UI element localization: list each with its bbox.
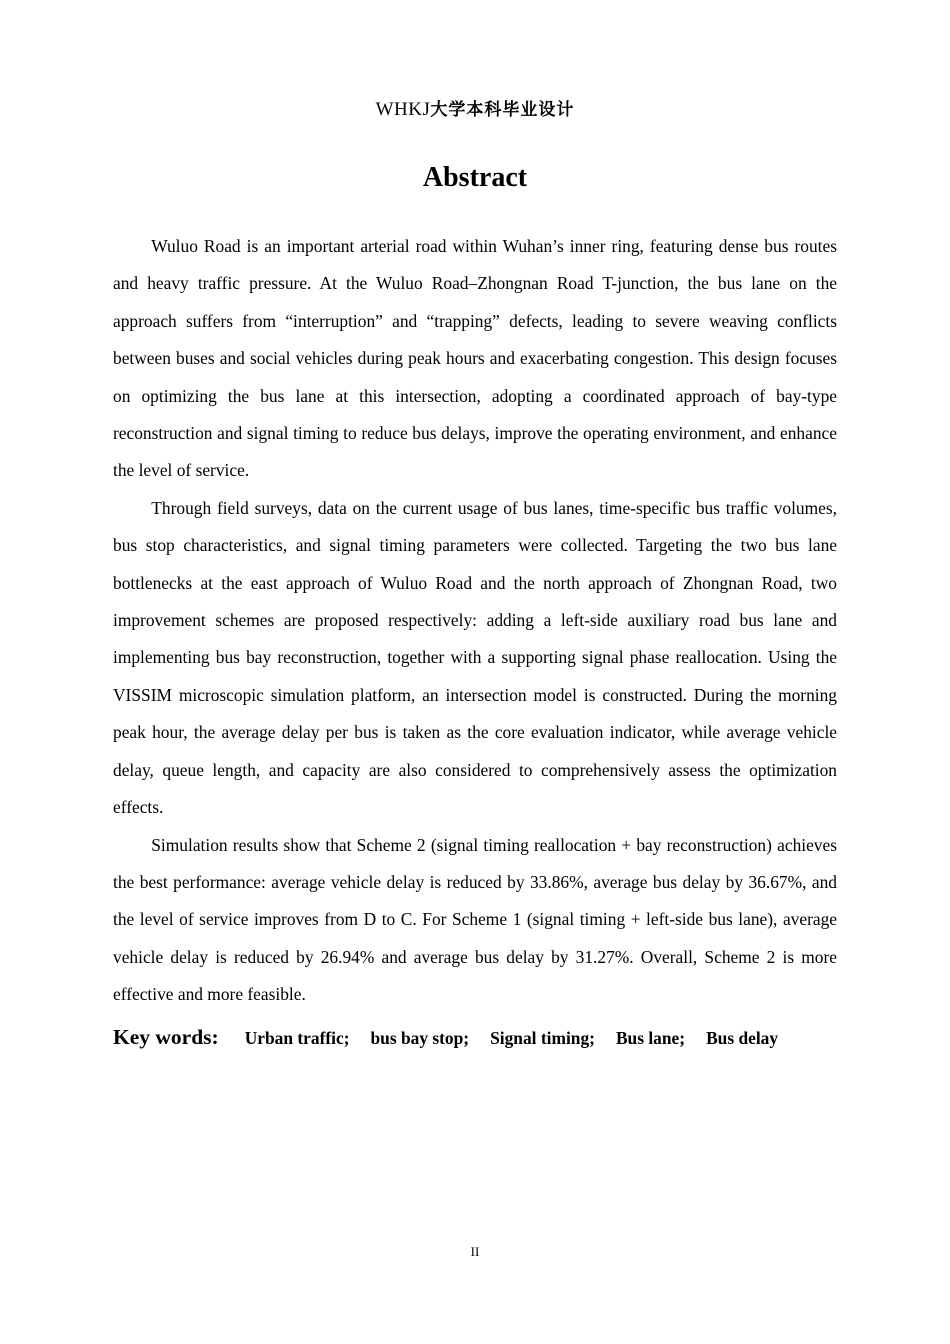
abstract-body [113,228,837,1014]
keywords-line [113,1019,837,1058]
keyword-item: Bus lane; [615,1028,686,1048]
keyword-item: Urban traffic; [244,1028,350,1048]
keywords-label: Key words: [113,1025,219,1049]
keyword-item: bus bay stop; [370,1028,470,1048]
page-number: II [470,1244,480,1259]
abstract-paragraph-3: Simulation results show that Scheme 2 (signal timing reallocation + bay reconstruction) achieves the best performance: average vehicle delay is reduced by 33.86%, average bus delay by 36.67%, and the level of service improves from D to C. For Scheme 1 (signal timing + left-side bus lane), average vehicle delay is reduced by 26.94% and average bus delay by 31.27%. Overall, Scheme 2 is more effective and more feasible. [113,834,837,1005]
header-chinese: 大学本科毕业设计 [430,100,575,120]
page-header [0,96,950,124]
keyword-item: Bus delay [706,1028,779,1048]
header-latin: WHKJ [375,99,431,120]
abstract-paragraph-1: Wuluo Road is an important arterial road within Wuhan’s inner ring, featuring dense bus routes and heavy traffic pressure. At the Wuluo Road–Zhongnan Road T-junction, the bus lane on the approach suffers from “interruption” and “trapping” defects, leading to severe weaving conflicts between buses and social vehicles during peak hours and exacerbating congestion. This design focuses on optimizing the bus lane at this intersection, adopting a coordinated approach of bay-type reconstruction and signal timing to reduce bus delays, improve the operating environment, and enhance the level of service. [113,236,837,481]
keyword-item: Signal timing; [490,1028,595,1048]
abstract-title: Abstract [422,162,528,193]
abstract-paragraph-2: Through field surveys, data on the current usage of bus lanes, time-specific bus traffic volumes, bus stop characteristics, and signal timing parameters were collected. Targeting the two bus lane bottlenecks at the east approach of Wuluo Road and the north approach of Zhongnan Road, two improvement schemes are proposed respectively: adding a left-side auxiliary road bus lane and implementing bus bay reconstruction, together with a supporting signal phase reallocation. Using the VISSIM microscopic simulation platform, an intersection model is constructed. During the morning peak hour, the average delay per bus is taken as the core evaluation indicator, while average vehicle delay, queue length, and capacity are also considered to comprehensively assess the optimization effects. [113,497,837,818]
